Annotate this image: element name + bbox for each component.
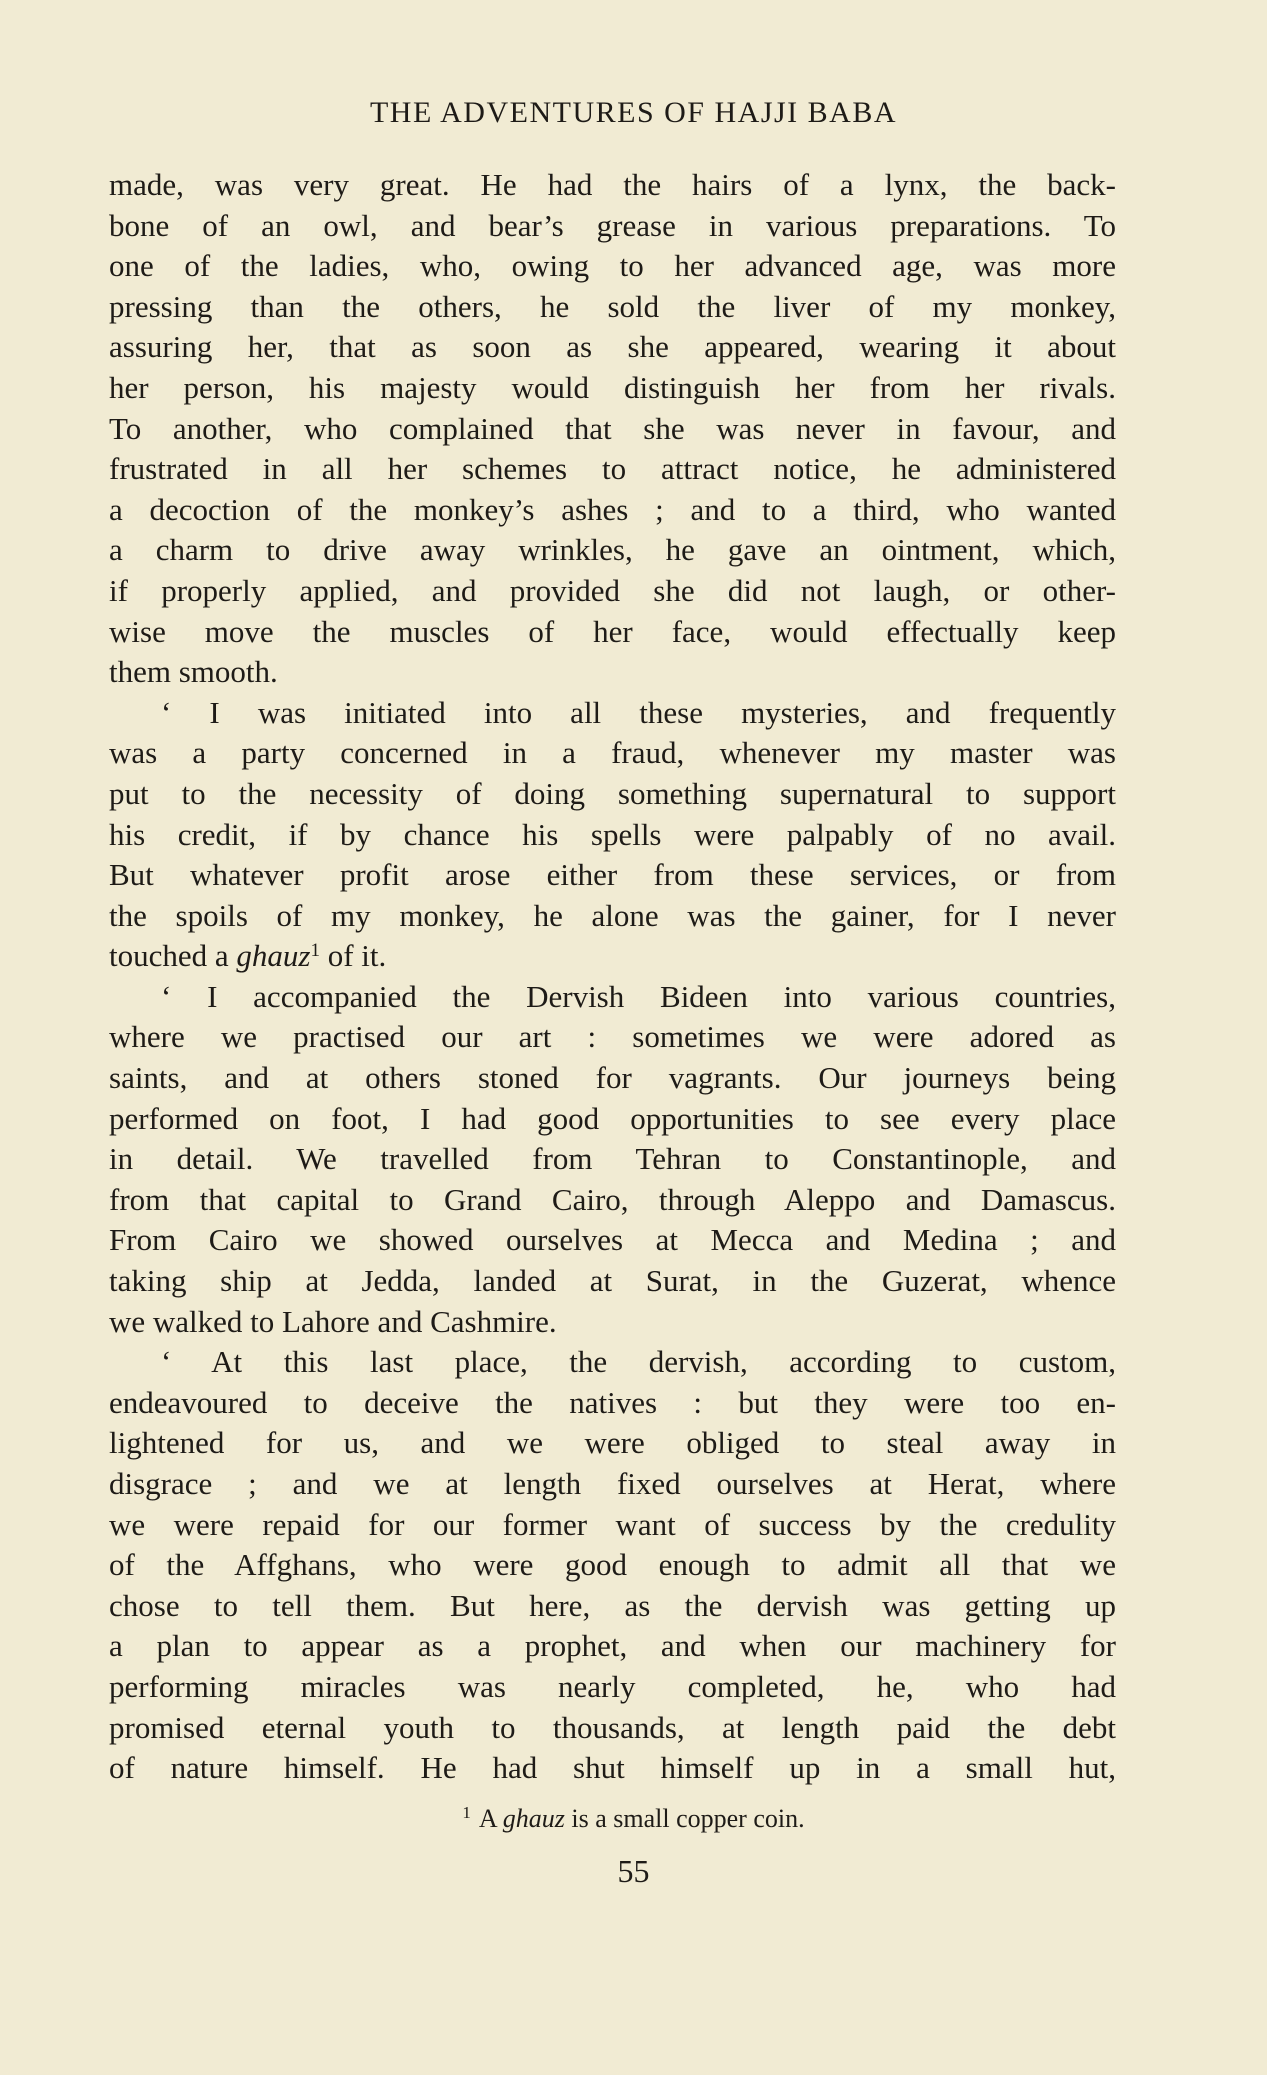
text-line: if properly applied, and provided she did not laugh, or other- <box>109 572 1116 608</box>
text-line: taking ship at Jedda, landed at Surat, in the Guzerat, whence <box>109 1263 1116 1299</box>
text-line: a decoction of the monkey’s ashes ; and to a third, who wanted <box>109 491 1116 527</box>
text-line: lightened for us, and we were obliged to steal away in <box>109 1425 1116 1461</box>
running-head: THE ADVENTURES OF HAJJI BABA <box>369 96 898 129</box>
text-line: From Cairo we showed ourselves at Mecca and Medina ; and <box>109 1222 1116 1258</box>
text-line: of the Affghans, who were good enough to admit all that we <box>109 1547 1116 1583</box>
text-line: endeavoured to deceive the natives : but they were too en- <box>109 1384 1116 1420</box>
text-line: where we practised our art : sometimes we were adored as <box>109 1019 1116 1055</box>
footnote-term: ghauz <box>502 1804 565 1833</box>
text-line: performed on foot, I had good opportunities to see every place <box>109 1100 1116 1136</box>
text-line-with-footnote <box>109 936 1116 977</box>
text-line: To another, who complained that she was never in favour, and <box>109 410 1116 446</box>
text-line: we were repaid for our former want of success by the credulity <box>109 1506 1116 1542</box>
text-line: the spoils of my monkey, he alone was the gainer, for I never <box>109 897 1116 933</box>
text-line: bone of an owl, and bear’s grease in various preparations. To <box>109 207 1116 243</box>
footnote <box>0 1803 1267 1833</box>
text-fragment: touched a <box>109 938 237 974</box>
text-line: saints, and at others stoned for vagrants. Our journeys being <box>109 1060 1116 1096</box>
text-line: a plan to appear as a prophet, and when our machinery for <box>109 1628 1116 1664</box>
text-line: ‘ I was initiated into all these mysteries, and frequently <box>161 694 1116 730</box>
ghauz-term: ghauz <box>236 938 311 974</box>
text-line: But whatever profit arose either from these services, or from <box>109 857 1116 893</box>
text-line: a charm to drive away wrinkles, he gave an ointment, which, <box>109 532 1116 568</box>
text-line: promised eternal youth to thousands, at length paid the debt <box>109 1709 1116 1745</box>
text-line: wise move the muscles of her face, would effectually keep <box>109 613 1116 649</box>
text-line: his credit, if by chance his spells were palpably of no avail. <box>109 816 1116 852</box>
text-line: of nature himself. He had shut himself up in a small hut, <box>109 1750 1116 1786</box>
text-line: in detail. We travelled from Tehran to Constantinople, and <box>109 1141 1116 1177</box>
text-line: we walked to Lahore and Cashmire. <box>109 1303 557 1339</box>
footnote-text: is a small copper coin. <box>564 1804 805 1833</box>
body-text <box>109 165 1116 1789</box>
text-line: one of the ladies, who, owing to her advanced age, was more <box>109 248 1116 284</box>
footnote-number: 1 <box>462 1803 471 1822</box>
text-line: assuring her, that as soon as she appeared, wearing it about <box>109 329 1116 365</box>
text-line: pressing than the others, he sold the liver of my monkey, <box>109 288 1116 324</box>
text-line: ‘ I accompanied the Dervish Bideen into various countries, <box>161 978 1116 1014</box>
text-line: from that capital to Grand Cairo, through Aleppo and Damascus. <box>109 1181 1116 1217</box>
text-line: put to the necessity of doing something supernatural to support <box>109 775 1116 811</box>
text-line: disgrace ; and we at length fixed ourselves at Herat, where <box>109 1466 1116 1501</box>
text-line: was a party concerned in a fraud, whenever my master was <box>109 735 1116 771</box>
text-line: them smooth. <box>109 654 278 690</box>
footnote-prefix: A <box>478 1804 503 1833</box>
text-fragment: of it. <box>319 938 387 974</box>
footnote-marker: 1 <box>310 940 320 962</box>
text-line: chose to tell them. But here, as the dervish was getting up <box>109 1587 1116 1623</box>
text-line: frustrated in all her schemes to attract notice, he administered <box>109 451 1116 487</box>
text-line: performing miracles was nearly completed, he, who had <box>109 1668 1116 1704</box>
text-line: her person, his majesty would distinguish her from her rivals. <box>109 369 1116 405</box>
text-line: ‘ At this last place, the dervish, according to custom, <box>161 1344 1116 1380</box>
text-line: made, was very great. He had the hairs of a lynx, the back- <box>109 167 1116 202</box>
page-number: 55 <box>617 1853 650 1889</box>
